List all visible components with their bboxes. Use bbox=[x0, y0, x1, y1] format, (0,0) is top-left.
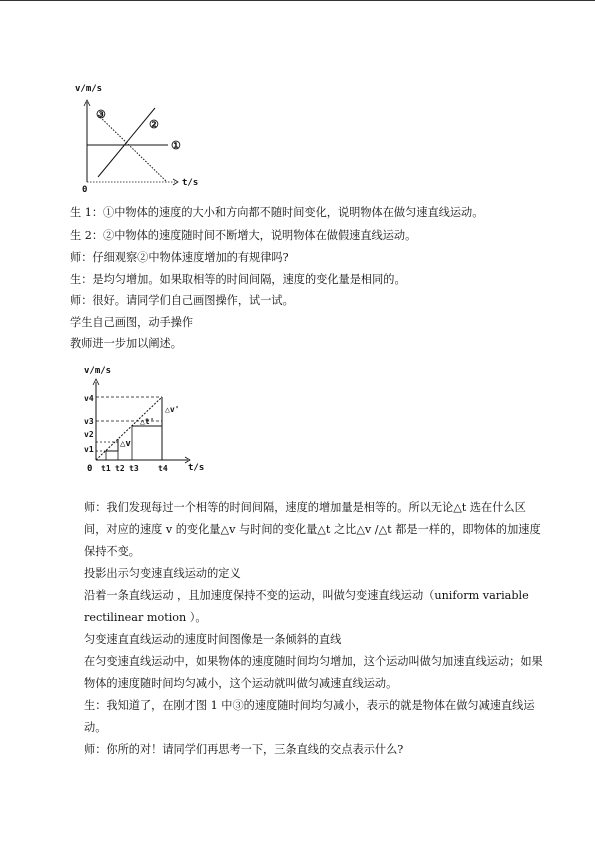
paragraph-text: 沿着一条直线运动 ，且加速度保持不变的运动，叫做匀变速直线运动（uniform variable rectilinear motion ）。 bbox=[84, 589, 529, 624]
f2-v4-label: v4 bbox=[84, 394, 94, 403]
f2-t1-label: t1 bbox=[101, 464, 111, 473]
figure-2-vt-graph bbox=[82, 364, 222, 476]
dialogue-line-6: 学生自己画图，动手操作 bbox=[70, 316, 194, 329]
page-top-rule bbox=[0, 0, 595, 1]
f2-v2-label: v2 bbox=[84, 430, 94, 439]
figure-2-svg bbox=[82, 364, 222, 476]
paragraph-text: 师：我们发现每过一个相等的时间间隔，速度的增加量是相等的。所以无论△t 选在什么区间，对应的速度 v 的变化量△v 与时间的变化量△t 之比△v /△t 都是一样的，即物体的加速度保持不变。 bbox=[84, 501, 541, 558]
f1-x-label: t/s bbox=[182, 178, 199, 188]
f2-x-label: t/s bbox=[188, 463, 205, 473]
dialogue-line-3: 师：仔细观察②中物体速度增加的有规律吗? bbox=[70, 251, 289, 264]
paragraph-text: 师：你所的对！请同学们再思考一下，三条直线的交点表示什么? bbox=[84, 743, 404, 756]
paragraph-projection-title bbox=[60, 563, 545, 585]
figure-1-svg bbox=[70, 82, 220, 197]
f2-large-dt-label: △t' bbox=[140, 417, 155, 426]
dialogue-line-7: 教师进一步加以阐述。 bbox=[70, 337, 182, 350]
f2-v1-label: v1 bbox=[84, 445, 94, 454]
paragraph-student-answer bbox=[60, 695, 545, 739]
f1-x-arrow-icon bbox=[173, 179, 178, 185]
paragraph-definition bbox=[60, 585, 545, 629]
paragraph-accel-decel bbox=[60, 651, 545, 695]
f2-y-label: v/m/s bbox=[84, 366, 112, 376]
f1-line-1-label: ① bbox=[171, 139, 181, 152]
f1-y-label: v/m/s bbox=[75, 84, 103, 94]
dialogue-line-4: 生：是均匀增加。如果取相等的时间间隔，速度的变化量是相同的。 bbox=[70, 273, 406, 286]
f2-velocity-line bbox=[96, 397, 162, 460]
dialogue-line-2: 生 2：②中物体的速度随时间不断增大，说明物体在做假速直线运动。 bbox=[70, 229, 417, 242]
f1-origin-label: 0 bbox=[82, 185, 88, 195]
paragraph-text: 匀变速直直线运动的速度时间图像是一条倾斜的直线 bbox=[84, 633, 342, 646]
paragraph-text: 在匀变速直线运动中，如果物体的速度随时间均匀增加，这个运动叫做匀加速直线运动；如果物体的速度随时间均匀减小，这个运动就叫做匀减速直线运动。 bbox=[84, 655, 543, 690]
f2-t3-label: t3 bbox=[129, 464, 139, 473]
f2-v3-label: v3 bbox=[84, 417, 94, 426]
paragraph-text: 生：我知道了，在刚才图 1 中③的速度随时间均匀减小，表示的就是物体在做匀减速直线运动。 bbox=[84, 699, 535, 734]
f2-t4-label: t4 bbox=[158, 464, 168, 473]
f2-small-dv-label: △v bbox=[120, 439, 131, 449]
paragraph-teacher-question bbox=[60, 739, 545, 761]
f2-origin-label: 0 bbox=[87, 464, 93, 474]
paragraph-graph-is-inclined bbox=[60, 629, 545, 651]
f2-t2-label: t2 bbox=[115, 464, 125, 473]
f1-line-2-label: ② bbox=[149, 118, 159, 131]
f1-line-3-label: ③ bbox=[96, 108, 106, 121]
f2-large-dv-label: △v' bbox=[165, 405, 180, 414]
paragraph-text: 投影出示匀变速直线运动的定义 bbox=[84, 567, 241, 580]
dialogue-line-5: 师：很好。请同学们自己画图操作，试一试。 bbox=[70, 294, 294, 307]
figure-1-vt-graph bbox=[70, 82, 220, 197]
dialogue-line-1: 生 1：①中物体的速度的大小和方向都不随时间变化，说明物体在做匀速直线运动。 bbox=[70, 206, 484, 219]
paragraph-acceleration-constant bbox=[60, 497, 545, 563]
